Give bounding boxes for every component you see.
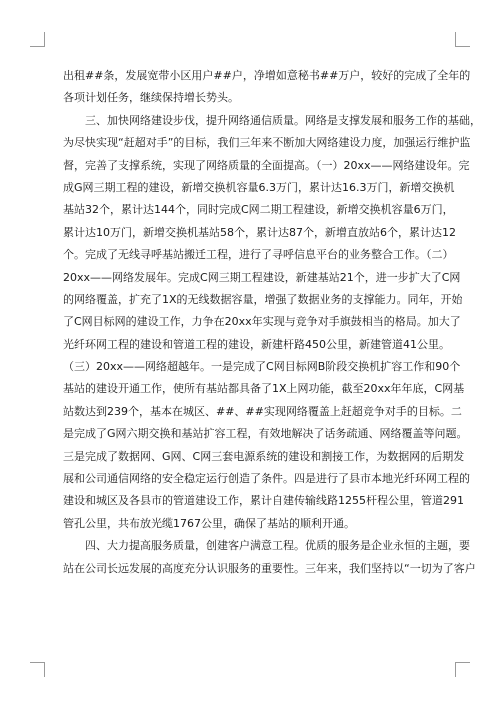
text-line: 了C网目标网的建设工作，力争在20xx年实现与竞争对手旗鼓相当的格局。加大了	[63, 315, 461, 329]
crop-mark-bottom-left	[30, 662, 45, 677]
crop-mark-top-left	[30, 32, 45, 47]
text-line: 为尽快实现“赶超对手”的目标，我们三年来不断加大网络建设力度，加强运行维护监	[63, 136, 471, 150]
text-line: （三）20xx——网络超越年。一是完成了C网目标网B阶段交换机扩容工作和90个	[63, 360, 461, 374]
section-heading-line: 三、加快网络建设步伐，提升网络通信质量。网络是支撑发展和服务工作的基础，	[85, 113, 481, 127]
text-line: 光纤环网工程的建设和管道工程的建设，新建杆路450公里，新建管道41公里。	[63, 337, 450, 351]
text-line: 基站32个，累计达144个，同时完成C网二期工程建设，新增交换机容量6万门，	[63, 203, 454, 217]
crop-mark-top-right	[455, 32, 470, 47]
text-line: 管孔公里，共布放光缆1767公里，确保了基站的顺利开通。	[63, 516, 355, 530]
text-line: 20xx——网络发展年。完成C网三期工程建设，新建基站21个，进一步扩大了C网	[63, 270, 461, 284]
text-line: 三是完成了数据网、G网、C网三套电源系统的建设和割接工作，为数据网的后期发	[63, 449, 465, 463]
text-line: 展和公司通信网络的安全稳定运行创造了条件。四是进行了县市本地光纤环网工程的	[63, 472, 470, 486]
text-line: 累计达10万门，新增交换机基站58个，累计达87个，新增直放站6个，累计达12	[63, 225, 456, 239]
text-line: 成G网三期工程的建设，新增交换机容量6.3万门，累计达16.3万门，新增交换机	[63, 180, 455, 194]
text-line: 站在公司长远发展的高度充分认识服务的重要性。三年来，我们坚持以“一切为了客户	[63, 561, 476, 575]
text-line: 各项计划任务，继续保持增长势头。	[63, 91, 239, 105]
text-line: 个。完成了无线寻呼基站搬迁工程，进行了寻呼信息平台的业务整合工作。（二）	[63, 248, 454, 262]
text-line: 站数达到239个，基本在城区、##、##实现网络覆盖上赶超竞争对手的目标。二	[63, 404, 462, 418]
text-line: 基站的建设开通工作，使所有基站都具备了1X上网功能，截至20xx年年底，C网基	[63, 382, 465, 396]
crop-mark-bottom-right	[455, 662, 470, 677]
section-heading-line: 四、大力提高服务质量，创建客户满意工程。优质的服务是企业永恒的主题，要	[85, 539, 470, 553]
text-line: 是完成了G网六期交换和基站扩容工程，有效地解决了话务疏通、网络覆盖等问题。	[63, 427, 468, 441]
document-body	[63, 65, 481, 580]
text-line: 建设和城区及各县市的管道建设工作，累计自建传输线路1255杆程公里，管道291	[63, 494, 464, 508]
text-line: 出租##条，发展宽带小区用户##户，净增如意秘书##万户，较好的完成了全年的	[63, 69, 471, 82]
text-line: 督，完善了支撑系统，实现了网络质量的全面提高。（一）20xx——网络建设年。完	[63, 158, 470, 172]
text-line: 的网络覆盖，扩充了1X的无线数据容量，增强了数据业务的支撑能力。同年，开始	[63, 292, 463, 306]
